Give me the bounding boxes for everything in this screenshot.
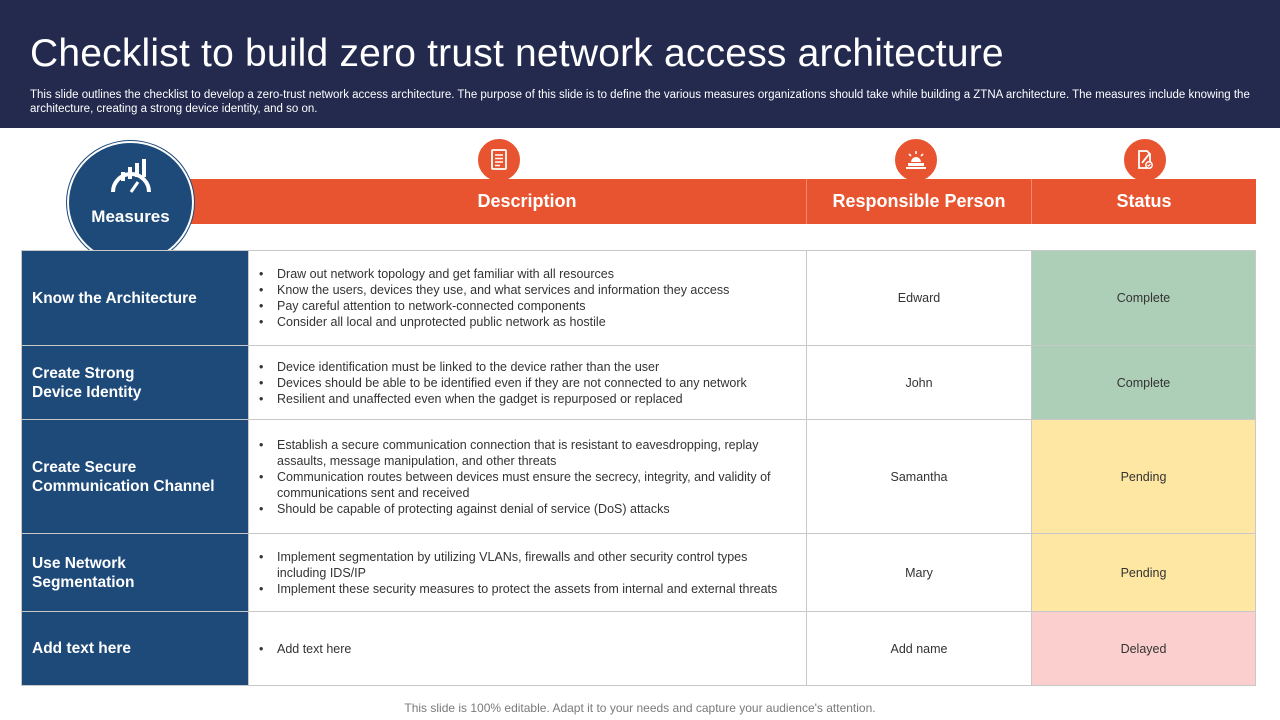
column-header-responsible: Responsible Person <box>806 179 1031 224</box>
list-item: • Device identification must be linked to the device rather than the user <box>259 359 747 375</box>
gauge-chart-icon <box>109 158 153 201</box>
alarm-person-icon <box>893 137 939 183</box>
status-badge: Complete <box>1031 251 1256 345</box>
table-row <box>21 251 1256 346</box>
list-item: • Know the users, devices they use, and what services and information they access <box>259 282 729 298</box>
status-badge: Delayed <box>1031 612 1256 685</box>
table-row <box>21 612 1256 686</box>
measures-label: Measures <box>91 207 170 226</box>
measure-cell: Know the Architecture <box>21 251 248 345</box>
description-cell <box>248 420 806 533</box>
measure-label: Create Strong Device Identity <box>32 364 142 401</box>
column-header-description: Description <box>477 191 577 211</box>
column-header-status: Status <box>1031 179 1256 224</box>
page-subtitle: This slide outlines the checklist to develop a zero-trust network access architecture. The purpose of this slide is to define the various measures organizations should take while building a ZTNA architecture. The measures include knowing the architecture, creating a strong device identity, and so on. <box>30 89 1250 115</box>
slide-header <box>0 0 1280 128</box>
status-badge: Complete <box>1031 346 1256 419</box>
responsible-cell: Mary <box>806 534 1031 611</box>
measure-cell: Add text here <box>21 612 248 685</box>
list-item: • Implement segmentation by utilizing VLANs, firewalls and other security control types including IDS/IP <box>259 549 794 581</box>
description-cell <box>248 612 806 685</box>
table-row <box>21 346 1256 420</box>
page-title: Checklist to build zero trust network access architecture <box>30 32 1004 75</box>
responsible-cell: Edward <box>806 251 1031 345</box>
measure-cell <box>21 420 248 533</box>
measure-label: Use Network Segmentation <box>32 554 135 591</box>
description-cell <box>248 534 806 611</box>
document-icon <box>476 137 522 183</box>
responsible-cell: Add name <box>806 612 1031 685</box>
responsible-cell: Samantha <box>806 420 1031 533</box>
edit-document-icon <box>1122 137 1168 183</box>
table-header-bar <box>190 179 1256 224</box>
responsible-cell: John <box>806 346 1031 419</box>
measure-cell <box>21 534 248 611</box>
description-cell <box>248 251 806 345</box>
measure-label: Create Secure Communication Channel <box>32 458 215 495</box>
status-badge: Pending <box>1031 534 1256 611</box>
list-item: • Implement these security measures to protect the assets from internal and external threats <box>259 581 794 597</box>
list-item: • Draw out network topology and get familiar with all resources <box>259 266 729 282</box>
list-item: • Resilient and unaffected even when the gadget is repurposed or replaced <box>259 391 747 407</box>
measure-cell <box>21 346 248 419</box>
list-item: • Communication routes between devices must ensure the secrecy, integrity, and validity of communications sent and received <box>259 469 794 501</box>
description-cell <box>248 346 806 419</box>
list-item: • Establish a secure communication connection that is resistant to eavesdropping, replay assaults, message manipulation, and other threats <box>259 437 794 469</box>
status-badge: Pending <box>1031 420 1256 533</box>
list-item: • Pay careful attention to network-connected components <box>259 298 729 314</box>
list-item: • Add text here <box>259 641 351 657</box>
list-item: • Should be capable of protecting against denial of service (DoS) attacks <box>259 501 794 517</box>
table-row <box>21 420 1256 534</box>
checklist-table <box>21 250 1256 686</box>
list-item: • Devices should be able to be identified even if they are not connected to any network <box>259 375 747 391</box>
measures-badge <box>67 141 194 264</box>
table-row <box>21 534 1256 612</box>
footer-note: This slide is 100% editable. Adapt it to your needs and capture your audience's attention. <box>404 701 876 715</box>
list-item: • Consider all local and unprotected public network as hostile <box>259 314 729 330</box>
